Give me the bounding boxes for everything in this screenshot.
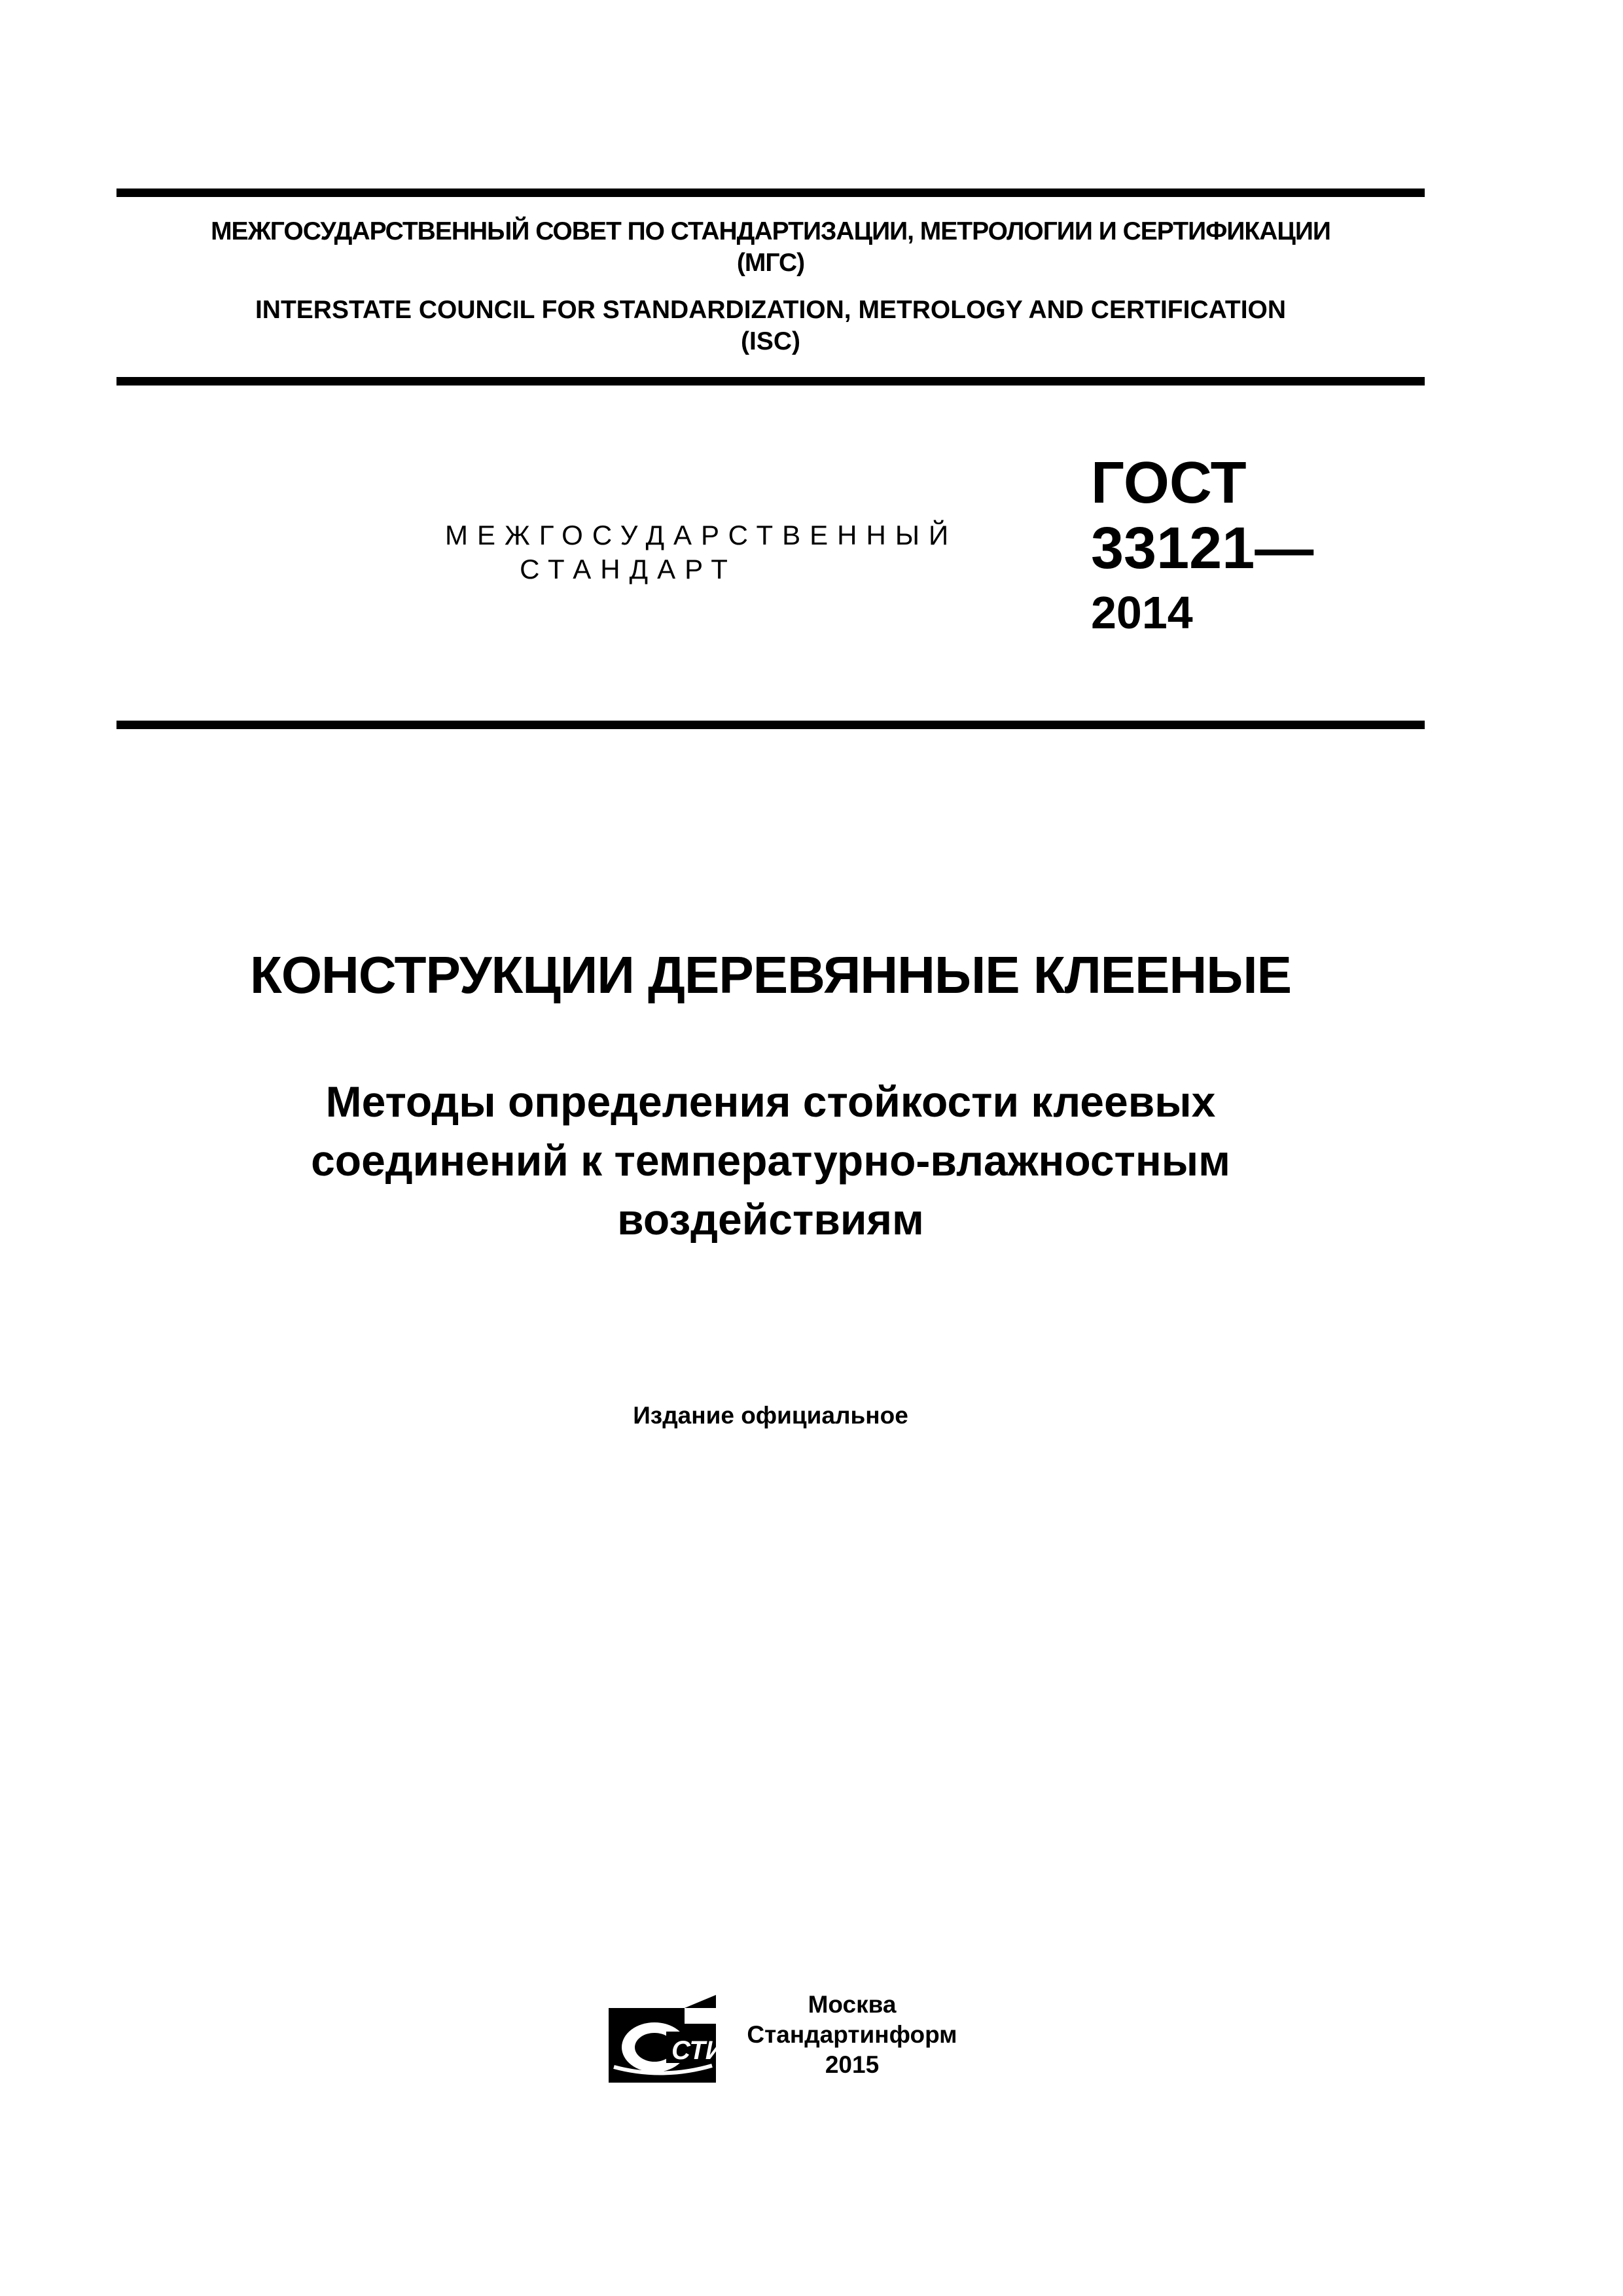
gost-designation [1091, 450, 1313, 644]
document-subtitle [116, 1072, 1425, 1249]
header-bottom-rule [116, 377, 1425, 386]
gost-year: 2014 [1091, 587, 1193, 638]
standard-type-line1: МЕЖГОСУДАРСТВЕННЫЙ [445, 520, 958, 550]
council-name-ru [116, 216, 1425, 279]
publisher-block [728, 1990, 976, 2080]
council-name-ru-full: МЕЖГОСУДАРСТВЕННЫЙ СОВЕТ ПО СТАНДАРТИЗАЦИИ, МЕТРОЛОГИИ И СЕРТИФИКАЦИИ [211, 217, 1330, 245]
standard-type-line2: СТАНДАРТ [520, 554, 737, 584]
gost-label: ГОСТ [1091, 450, 1247, 516]
top-rule [116, 188, 1425, 197]
subtitle-line3: воздействиям [617, 1195, 924, 1244]
subtitle-line2: соединений к температурно-влажностным [311, 1136, 1230, 1185]
publisher-city: Москва [808, 1991, 897, 2018]
gost-number: 33121— [1091, 516, 1314, 581]
publisher-name: Стандартинформ [747, 2021, 957, 2048]
document-title: КОНСТРУКЦИИ ДЕРЕВЯННЫЕ КЛЕЕНЫЕ [250, 946, 1291, 1004]
standard-type [445, 518, 958, 586]
council-abbr-en: (ISC) [741, 327, 800, 355]
council-abbr-ru: (МГС) [736, 249, 805, 277]
council-name-en [116, 295, 1425, 357]
logo-text: СТИ [671, 2036, 724, 2065]
designation-bottom-rule [116, 721, 1425, 729]
standartinform-logo-icon [607, 1995, 724, 2084]
subtitle-line1: Методы определения стойкости клеевых [325, 1077, 1216, 1126]
council-name-en-full: INTERSTATE COUNCIL FOR STANDARDIZATION, METROLOGY AND CERTIFICATION [255, 296, 1287, 324]
edition-label: Издание официальное [633, 1402, 908, 1429]
publisher-year: 2015 [825, 2051, 880, 2078]
